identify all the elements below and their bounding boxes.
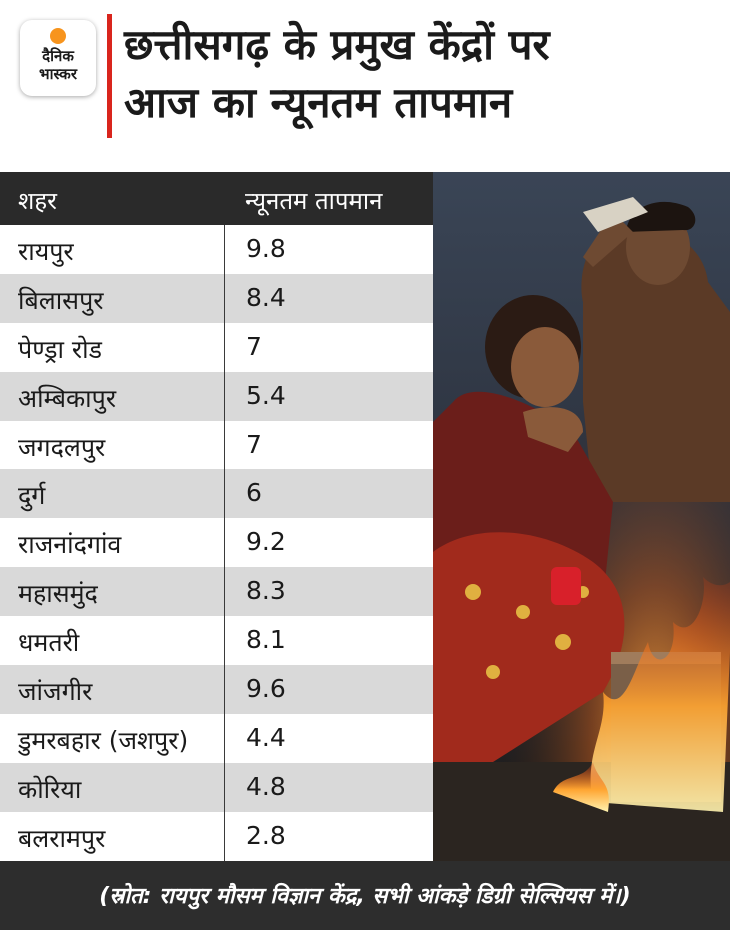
table-row <box>0 665 433 714</box>
temp-cell: 4.8 <box>246 771 286 801</box>
header <box>0 0 730 160</box>
city-cell: रायपुर <box>18 237 74 266</box>
temp-cell: 7 <box>246 429 262 459</box>
column-divider <box>224 225 225 861</box>
header-temp: न्यूनतम तापमान <box>245 187 383 215</box>
table-row <box>0 323 433 372</box>
temp-cell: 7 <box>246 331 262 361</box>
city-cell: बिलासपुर <box>18 285 104 315</box>
city-cell: दुर्ग <box>18 481 46 511</box>
source-note: (स्रोत: रायपुर मौसम विज्ञान केंद्र, सभी आंकड़े डिग्री सेल्सियस में।) <box>99 884 631 909</box>
table-row <box>0 763 433 812</box>
city-cell: कोरिया <box>18 774 82 804</box>
temperature-table <box>0 172 433 861</box>
header-city: शहर <box>18 187 57 215</box>
city-cell: डुमरबहार (जशपुर) <box>18 725 189 755</box>
table-row <box>0 372 433 421</box>
temp-cell: 4.4 <box>246 722 286 752</box>
table-row <box>0 567 433 616</box>
title-line-1: छत्तीसगढ़ के प्रमुख केंद्रों पर <box>124 20 550 69</box>
table-row <box>0 421 433 470</box>
page-title <box>124 16 724 132</box>
table-row <box>0 812 433 861</box>
sun-icon <box>50 28 66 44</box>
logo-line-1: दैनिक <box>42 47 74 65</box>
logo <box>20 20 96 96</box>
city-cell: धमतरी <box>18 628 80 658</box>
temp-cell: 9.2 <box>246 527 286 557</box>
city-cell: अम्बिकापुर <box>18 383 117 413</box>
table-row <box>0 225 433 274</box>
city-cell: जांजगीर <box>18 677 93 707</box>
temp-cell: 8.4 <box>246 282 286 312</box>
table-row <box>0 469 433 518</box>
table-row <box>0 274 433 323</box>
temp-cell: 2.8 <box>246 820 286 850</box>
table-header <box>0 172 433 225</box>
temp-cell: 9.8 <box>246 234 286 263</box>
table-row <box>0 518 433 567</box>
temp-cell: 8.1 <box>246 625 286 655</box>
accent-bar <box>107 14 112 138</box>
winter-bonfire-photo <box>433 172 730 861</box>
title-line-2: आज का न्यूनतम तापमान <box>124 78 513 127</box>
temp-cell: 9.6 <box>246 674 286 704</box>
city-cell: राजनांदगांव <box>18 530 122 560</box>
logo-line-2: भास्कर <box>39 65 77 83</box>
city-cell: पेण्ड्रा रोड <box>18 334 102 364</box>
city-cell: महासमुंद <box>18 579 98 609</box>
photo-illustration <box>433 172 730 861</box>
city-cell: बलरामपुर <box>18 823 106 853</box>
temp-cell: 5.4 <box>246 380 286 410</box>
city-cell: जगदलपुर <box>18 432 106 462</box>
table-row <box>0 616 433 665</box>
temp-cell: 6 <box>246 478 262 508</box>
footer <box>0 861 730 930</box>
table-row <box>0 714 433 763</box>
temp-cell: 8.3 <box>246 576 286 606</box>
